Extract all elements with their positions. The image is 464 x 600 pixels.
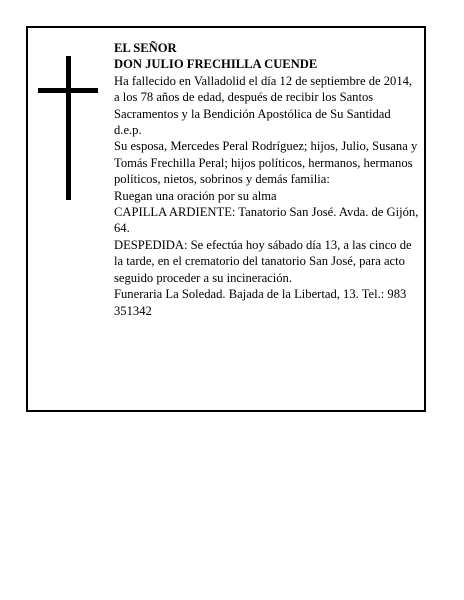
family-members: Su esposa, Mercedes Peral Rodríguez; hijos, Julio, Susana y Tomás Frechilla Peral; hijos políticos, hermanos, hermanos políticos, nietos, sobrinos y demás familia:: [114, 139, 418, 187]
death-announcement: Ha fallecido en Valladolid el día 12 de septiembre de 2014, a los 78 años de edad, después de recibir los Santos Sacramentos y la Bendición Apostólica de Su Santidad: [114, 73, 413, 121]
notice-text: [114, 40, 420, 319]
title-honorific: EL SEÑOR: [114, 41, 177, 55]
funeral-home-info: Funeraria La Soledad. Bajada de la Libertad, 13. Tel.: 983 351342: [114, 287, 407, 318]
deceased-name: DON JULIO FRECHILLA CUENDE: [114, 57, 318, 72]
rip-abbreviation: d.e.p.: [114, 123, 142, 138]
prayer-request: Ruegan una oración por su alma: [114, 188, 277, 203]
farewell-info: DESPEDIDA: Se efectúa hoy sábado día 13, a las cinco de la tarde, en el crematorio del tanatorio San José, para acto seguido proceder a su incineración.: [114, 237, 412, 285]
latin-cross-icon: [38, 56, 98, 200]
chapel-info: CAPILLA ARDIENTE: Tanatorio San José. Avda. de Gijón, 64.: [114, 205, 419, 236]
cross-vertical-bar: [66, 56, 71, 200]
obituary-notice: [26, 26, 426, 412]
cross-horizontal-bar: [38, 88, 98, 93]
